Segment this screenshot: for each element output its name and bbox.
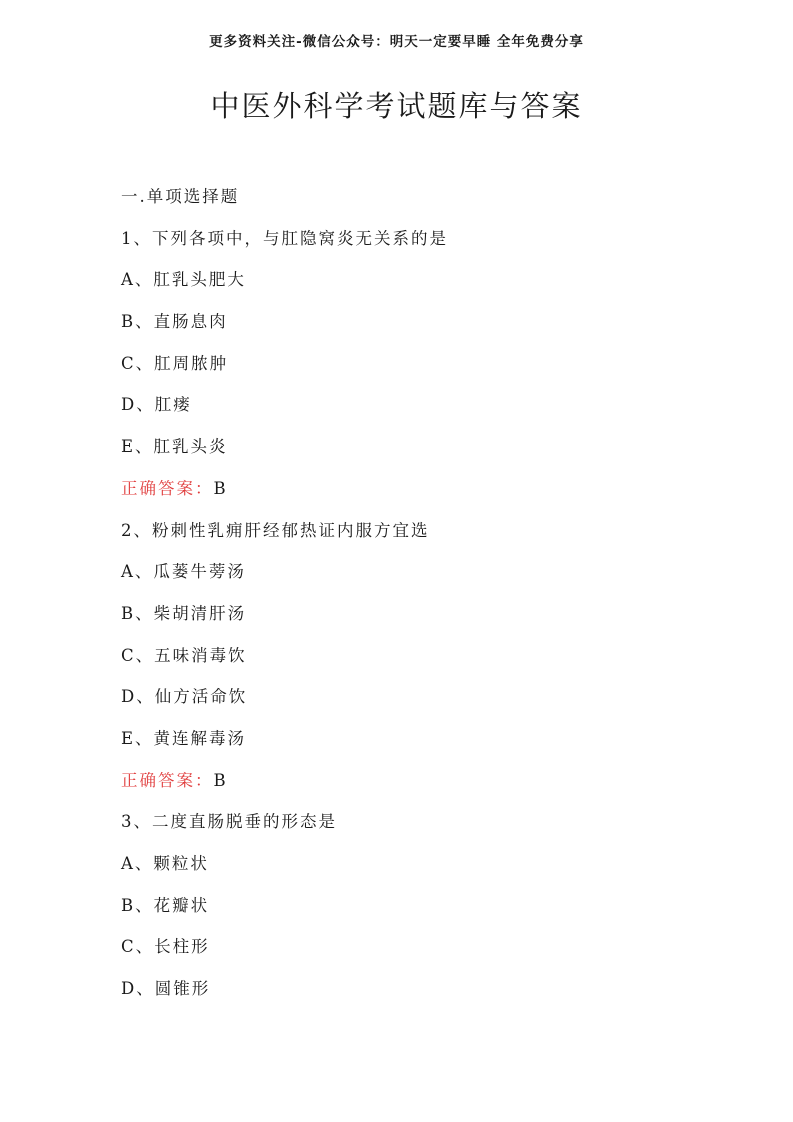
document-title: 中医外科学考试题库与答案 xyxy=(210,89,583,123)
option-a: A、颗粒状 xyxy=(121,854,209,873)
question-stem: 1、下列各项中，与肛隐窝炎无关系的是 xyxy=(121,228,448,248)
option-d: D、圆锥形 xyxy=(121,979,211,999)
correct-answer xyxy=(121,770,741,812)
option-c: C、肛周脓肿 xyxy=(121,353,229,373)
question-stem: 2、粉刺性乳痈肝经郁热证内服方宜选 xyxy=(121,520,430,540)
option-d: D、肛瘘 xyxy=(121,395,192,415)
answer-label: 正确答案： xyxy=(121,478,214,498)
option-b: B、直肠息肉 xyxy=(121,312,228,332)
option-d: D、仙方活命饮 xyxy=(121,687,248,707)
option-a: A、瓜蒌牛蒡汤 xyxy=(121,562,246,582)
correct-answer xyxy=(121,478,741,520)
option-e: E、黄连解毒汤 xyxy=(121,728,247,748)
section-heading: 一.单项选择题 xyxy=(121,187,240,206)
answer-value: B xyxy=(213,478,228,498)
header-promo-note: 更多资料关注-微信公众号：明天一定要早睡 全年免费分享 xyxy=(209,34,584,50)
answer-label: 正确答案： xyxy=(121,770,214,790)
answer-value: B xyxy=(213,770,228,790)
option-c: C、五味消毒饮 xyxy=(121,645,247,665)
option-e: E、肛乳头炎 xyxy=(121,437,228,457)
option-a: A、肛乳头肥大 xyxy=(121,270,246,290)
option-c: C、长柱形 xyxy=(121,937,210,957)
question-stem: 3、二度直肠脱垂的形态是 xyxy=(121,812,337,832)
question-list xyxy=(121,186,741,1020)
option-b: B、柴胡清肝汤 xyxy=(121,603,247,623)
option-b: B、花瓣状 xyxy=(121,895,210,915)
